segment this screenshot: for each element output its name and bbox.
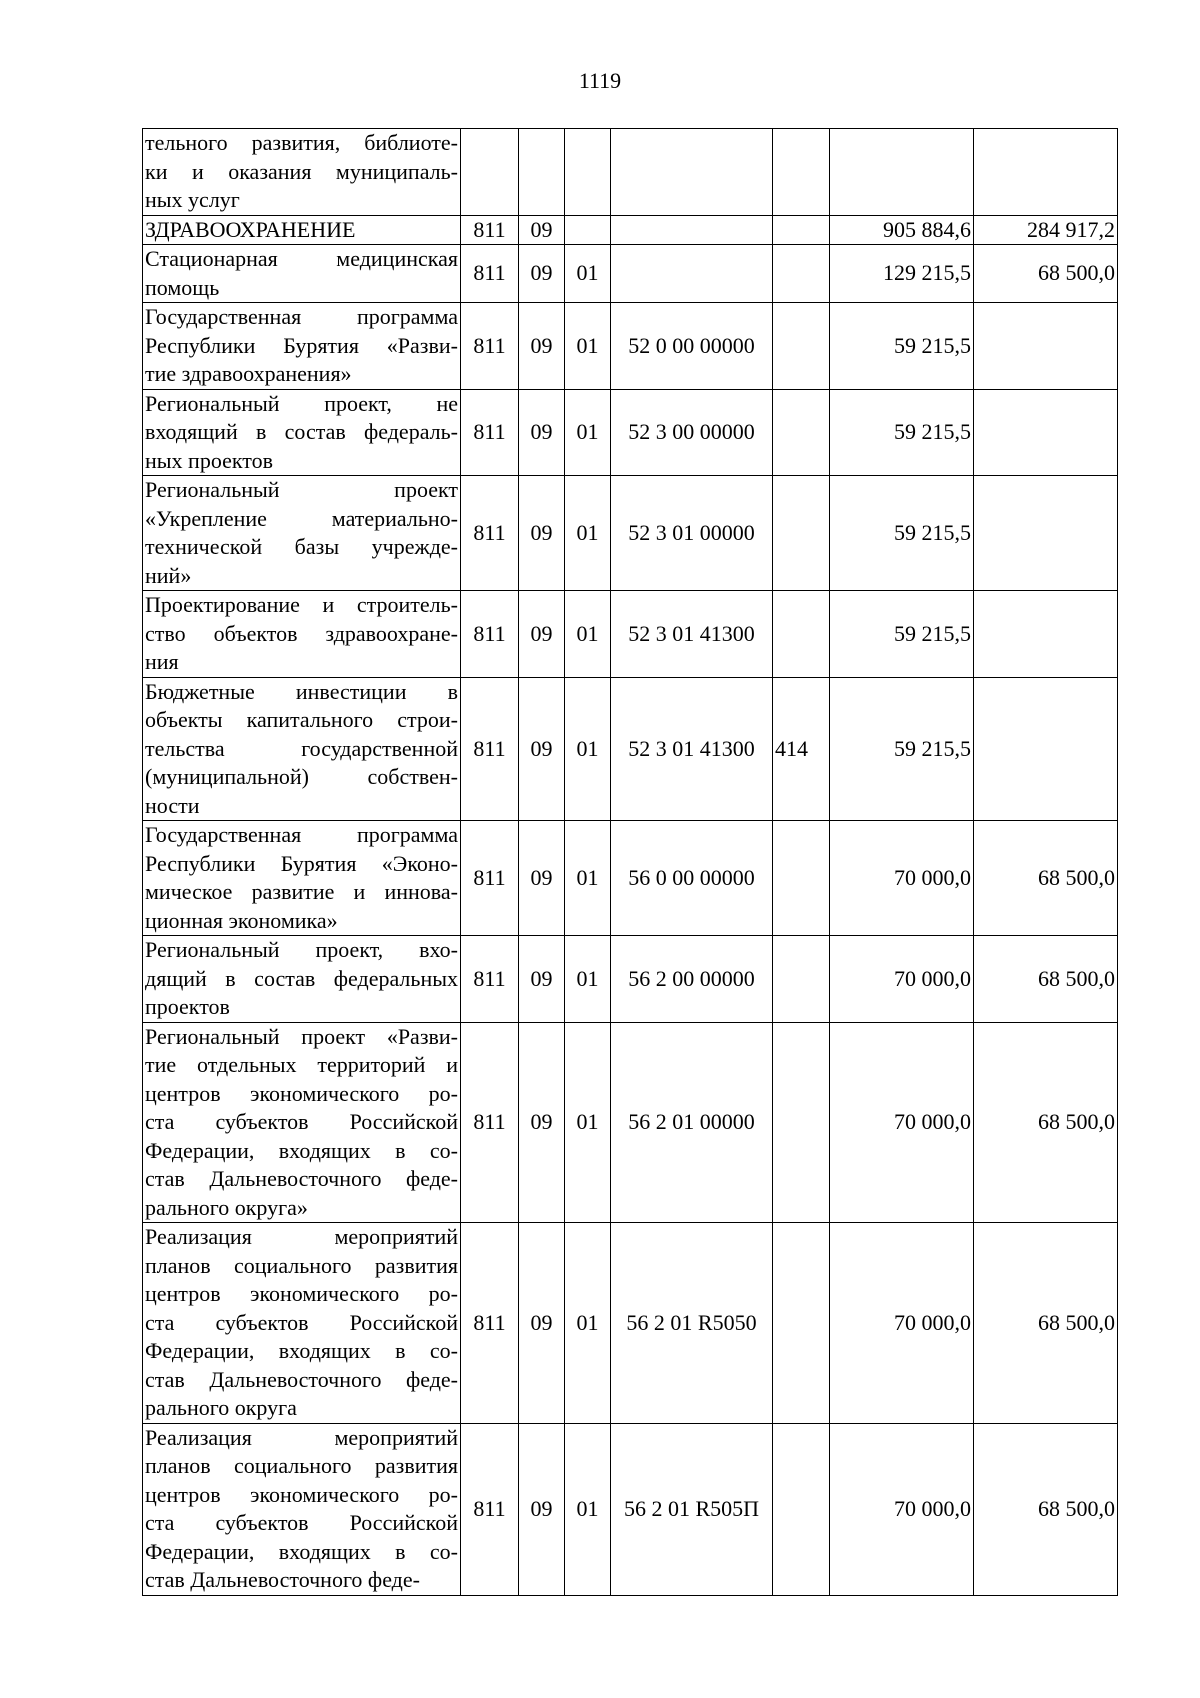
- section-code: 09: [519, 1022, 565, 1223]
- row-name-line: ности: [145, 792, 200, 818]
- section-code: 09: [519, 936, 565, 1023]
- row-name-line: «Укрепление материально-: [145, 505, 458, 531]
- row-name-cell: [143, 129, 461, 216]
- amount-2: [974, 389, 1118, 476]
- amount-2: [974, 591, 1118, 678]
- target-item-code: [611, 245, 773, 303]
- section-code: 09: [519, 303, 565, 390]
- row-name-line: Реализация мероприятий: [145, 1224, 458, 1249]
- row-name-line: Республики Бурятия «Разви-: [145, 332, 458, 358]
- row-name-line: ста субъектов Российской: [145, 1109, 458, 1134]
- row-name-line: помощь: [145, 274, 220, 300]
- row-name-cell: [143, 936, 461, 1023]
- subsection-code: 01: [565, 1022, 611, 1223]
- row-name-cell: [143, 1223, 461, 1424]
- table-body: [143, 129, 1118, 1596]
- expense-type-code: [773, 1223, 830, 1424]
- row-name-line: планов социального развития: [145, 1252, 458, 1278]
- amount-2: [974, 129, 1118, 216]
- row-name-line: входящий в состав федераль-: [145, 419, 458, 444]
- expense-type-code: [773, 215, 830, 245]
- row-name-line: центров экономического ро-: [145, 1481, 458, 1507]
- target-item-code: 56 0 00 00000: [611, 821, 773, 936]
- row-name-line: став Дальневосточного феде-: [145, 1366, 458, 1392]
- section-code: [519, 129, 565, 216]
- amount-1: 59 215,5: [830, 677, 974, 821]
- department-code: [461, 129, 519, 216]
- subsection-code: [565, 129, 611, 216]
- budget-table: [142, 128, 1118, 1596]
- row-name-line: технической базы учрежде-: [145, 534, 458, 559]
- row-name-cell: [143, 821, 461, 936]
- department-code: 811: [461, 677, 519, 821]
- table-row: [143, 591, 1118, 678]
- department-code: 811: [461, 591, 519, 678]
- row-name-line: Региональный проект: [145, 477, 458, 502]
- section-code: 09: [519, 476, 565, 591]
- page-number: 1119: [578, 68, 622, 93]
- amount-1: 59 215,5: [830, 303, 974, 390]
- amount-2: [974, 303, 1118, 390]
- expense-type-code: [773, 1022, 830, 1223]
- target-item-code: 52 3 00 00000: [611, 389, 773, 476]
- subsection-code: 01: [565, 1423, 611, 1595]
- row-name-line: Проектирование и строитель-: [145, 592, 458, 617]
- amount-2: 68 500,0: [974, 1423, 1118, 1595]
- row-name-cell: [143, 591, 461, 678]
- table-row: [143, 677, 1118, 821]
- amount-1: 129 215,5: [830, 245, 974, 303]
- row-name-line: ных проектов: [145, 447, 273, 473]
- table-row: [143, 129, 1118, 216]
- row-name-line: Стационарная медицинская: [145, 246, 458, 271]
- amount-2: 68 500,0: [974, 821, 1118, 936]
- row-name-line: Региональный проект «Разви-: [145, 1023, 458, 1049]
- row-name-line: ста субъектов Российской: [145, 1510, 458, 1535]
- target-item-code: [611, 129, 773, 216]
- expense-type-code: [773, 476, 830, 591]
- row-name-line: ЗДРАВООХРАНЕНИЕ: [145, 216, 356, 242]
- amount-2: [974, 476, 1118, 591]
- row-name-line: ний»: [145, 562, 192, 588]
- table-row: [143, 303, 1118, 390]
- row-name-line: ных услуг: [145, 187, 240, 212]
- row-name-line: Бюджетные инвестиции в: [145, 678, 458, 704]
- amount-2: 68 500,0: [974, 1223, 1118, 1424]
- target-item-code: 56 2 00 00000: [611, 936, 773, 1023]
- table-row: [143, 245, 1118, 303]
- row-name-line: объекты капитального строи-: [145, 707, 458, 732]
- subsection-code: 01: [565, 245, 611, 303]
- department-code: 811: [461, 476, 519, 591]
- row-name-cell: [143, 389, 461, 476]
- row-name-line: тие отдельных территорий и: [145, 1052, 458, 1077]
- amount-1: 59 215,5: [830, 389, 974, 476]
- row-name-line: ство объектов здравоохране-: [145, 620, 458, 646]
- row-name-line: проектов: [145, 994, 230, 1019]
- subsection-code: 01: [565, 303, 611, 390]
- target-item-code: [611, 215, 773, 245]
- row-name-line: Региональный проект, не: [145, 390, 458, 416]
- amount-1: 59 215,5: [830, 476, 974, 591]
- row-name-line: рального округа»: [145, 1194, 308, 1220]
- table-row: [143, 1223, 1118, 1424]
- row-name-line: центров экономического ро-: [145, 1080, 458, 1106]
- row-name-line: став Дальневосточного феде-: [145, 1166, 458, 1191]
- amount-1: 59 215,5: [830, 591, 974, 678]
- subsection-code: 01: [565, 591, 611, 678]
- department-code: 811: [461, 1022, 519, 1223]
- target-item-code: 52 3 01 41300: [611, 591, 773, 678]
- row-name-cell: [143, 677, 461, 821]
- row-name-cell: [143, 303, 461, 390]
- department-code: 811: [461, 215, 519, 245]
- row-name-line: центров экономического ро-: [145, 1281, 458, 1306]
- department-code: 811: [461, 245, 519, 303]
- subsection-code: 01: [565, 1223, 611, 1424]
- row-name-line: тие здравоохранения»: [145, 361, 352, 386]
- table-row: [143, 215, 1118, 245]
- table-row: [143, 936, 1118, 1023]
- row-name-line: Федерации, входящих в со-: [145, 1538, 458, 1564]
- table-row: [143, 476, 1118, 591]
- row-name-cell: [143, 215, 461, 245]
- department-code: 811: [461, 1423, 519, 1595]
- row-name-line: дящий в состав федеральных: [145, 965, 458, 991]
- amount-1: 905 884,6: [830, 215, 974, 245]
- expense-type-code: [773, 936, 830, 1023]
- row-name-line: тельства государственной: [145, 735, 458, 761]
- amount-1: 70 000,0: [830, 936, 974, 1023]
- row-name-line: ционная экономика»: [145, 907, 338, 933]
- subsection-code: 01: [565, 677, 611, 821]
- amount-1: 70 000,0: [830, 1022, 974, 1223]
- row-name-line: Реализация мероприятий: [145, 1424, 458, 1450]
- section-code: 09: [519, 1223, 565, 1424]
- expense-type-code: [773, 1423, 830, 1595]
- section-code: 09: [519, 1423, 565, 1595]
- target-item-code: 56 2 01 R505П: [611, 1423, 773, 1595]
- row-name-line: рального округа: [145, 1395, 297, 1420]
- row-name-line: ния: [145, 649, 179, 674]
- subsection-code: 01: [565, 936, 611, 1023]
- amount-1: 70 000,0: [830, 821, 974, 936]
- section-code: 09: [519, 215, 565, 245]
- expense-type-code: [773, 303, 830, 390]
- row-name-line: мическое развитие и иннова-: [145, 879, 458, 904]
- row-name-line: планов социального развития: [145, 1453, 458, 1478]
- amount-2: 68 500,0: [974, 1022, 1118, 1223]
- expense-type-code: [773, 591, 830, 678]
- row-name-line: Государственная программа: [145, 822, 458, 847]
- section-code: 09: [519, 389, 565, 476]
- section-code: 09: [519, 591, 565, 678]
- subsection-code: 01: [565, 821, 611, 936]
- department-code: 811: [461, 936, 519, 1023]
- subsection-code: 01: [565, 476, 611, 591]
- table-row: [143, 821, 1118, 936]
- row-name-line: тельного развития, библиоте-: [145, 130, 458, 155]
- target-item-code: 52 3 01 00000: [611, 476, 773, 591]
- section-code: 09: [519, 821, 565, 936]
- amount-2: [974, 677, 1118, 821]
- expense-type-code: [773, 245, 830, 303]
- amount-2: 68 500,0: [974, 245, 1118, 303]
- expense-type-code: [773, 389, 830, 476]
- target-item-code: 52 0 00 00000: [611, 303, 773, 390]
- row-name-cell: [143, 1022, 461, 1223]
- row-name-line: (муниципальной) собствен-: [145, 764, 458, 789]
- section-code: 09: [519, 245, 565, 303]
- department-code: 811: [461, 821, 519, 936]
- section-code: 09: [519, 677, 565, 821]
- row-name-line: Республики Бурятия «Эконо-: [145, 850, 458, 876]
- table-row: [143, 389, 1118, 476]
- department-code: 811: [461, 389, 519, 476]
- amount-2: 68 500,0: [974, 936, 1118, 1023]
- amount-1: 70 000,0: [830, 1423, 974, 1595]
- target-item-code: 56 2 01 R5050: [611, 1223, 773, 1424]
- row-name-cell: [143, 1423, 461, 1595]
- target-item-code: 56 2 01 00000: [611, 1022, 773, 1223]
- row-name-line: ста субъектов Российской: [145, 1309, 458, 1335]
- row-name-cell: [143, 476, 461, 591]
- expense-type-code: [773, 129, 830, 216]
- table-row: [143, 1022, 1118, 1223]
- amount-1: [830, 129, 974, 216]
- row-name-line: Федерации, входящих в со-: [145, 1137, 458, 1163]
- expense-type-code: 414: [773, 677, 830, 821]
- row-name-line: ки и оказания муниципаль-: [145, 158, 458, 184]
- row-name-line: Федерации, входящих в со-: [145, 1338, 458, 1363]
- subsection-code: 01: [565, 389, 611, 476]
- department-code: 811: [461, 1223, 519, 1424]
- row-name-line: Государственная программа: [145, 304, 458, 329]
- target-item-code: 52 3 01 41300: [611, 677, 773, 821]
- department-code: 811: [461, 303, 519, 390]
- row-name-cell: [143, 245, 461, 303]
- amount-2: 284 917,2: [974, 215, 1118, 245]
- subsection-code: [565, 215, 611, 245]
- table-row: [143, 1423, 1118, 1595]
- expense-type-code: [773, 821, 830, 936]
- row-name-line: став Дальневосточного феде-: [145, 1567, 420, 1592]
- amount-1: 70 000,0: [830, 1223, 974, 1424]
- row-name-line: Региональный проект, вхо-: [145, 937, 458, 962]
